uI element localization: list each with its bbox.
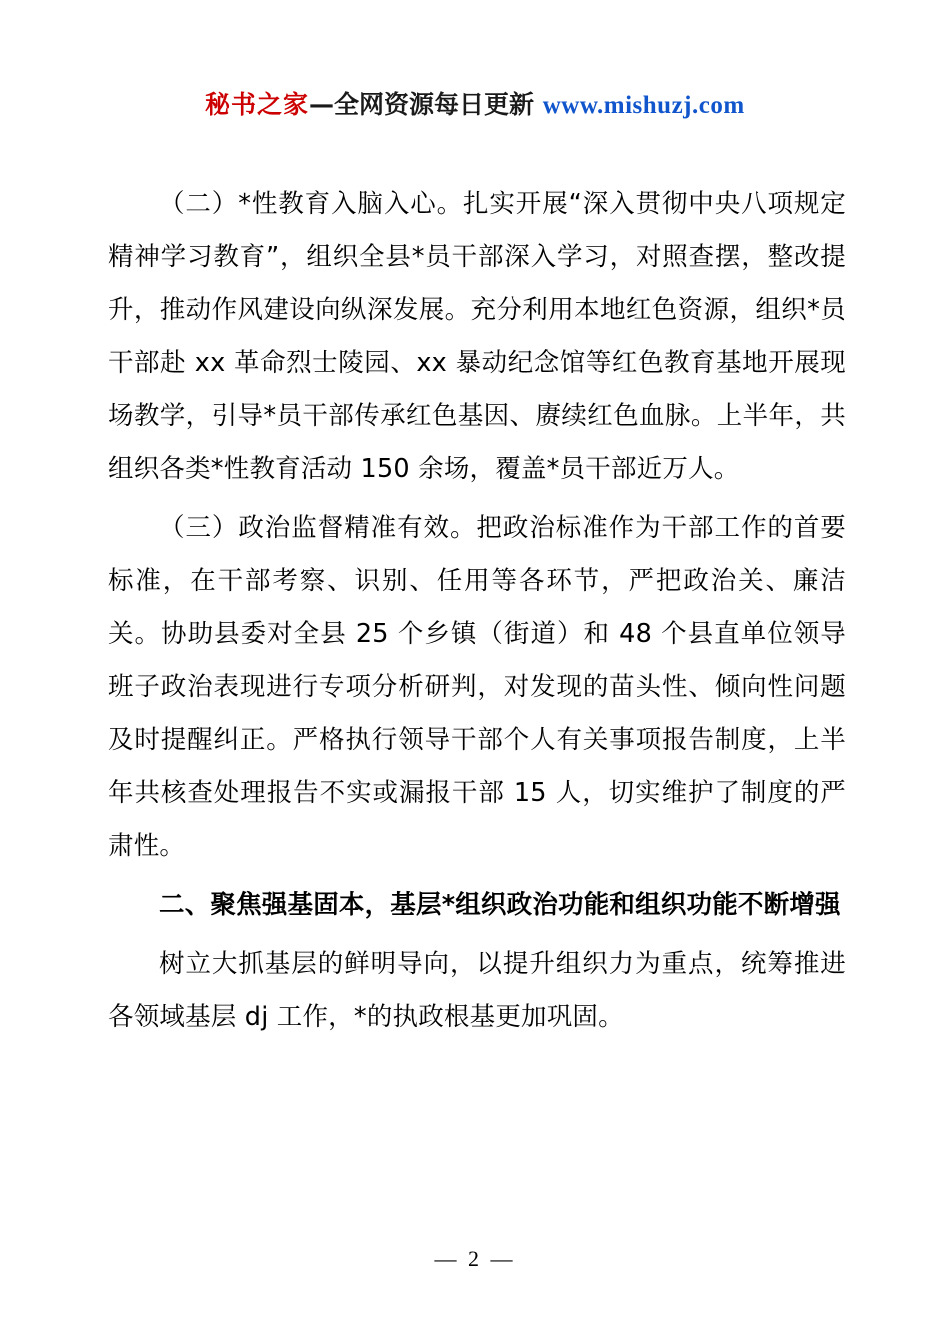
paragraph-three: （三）政治监督精准有效。把政治标准作为干部工作的首要标准，在干部考察、识别、任用等各环节，严把政治关、廉洁关。协助县委对全县 25 个乡镇（街道）和 48 个县直单位领导班子政治表现进行专项分析研判，对发现的苗头性、倾向性问题及时提醒纠正。严格执行领导干部个人有关事项报告制度，上半年共核查处理报告不实或漏报干部 15 人，切实维护了制度的严肃性。 bbox=[108, 513, 846, 861]
document-body bbox=[108, 178, 846, 1050]
section-heading-two: 二、聚焦强基固本，基层*组织政治功能和组织功能不断增强 bbox=[159, 890, 841, 920]
site-watermark-header bbox=[205, 88, 745, 123]
site-url-text[interactable]: www.mishuzj.com bbox=[542, 92, 745, 119]
paragraph-four: 树立大抓基层的鲜明导向，以提升组织力为重点，统筹推进各领域基层 dj 工作，*的执政根基更加巩固。 bbox=[108, 949, 846, 1032]
page-number-footer: — 2 — bbox=[434, 1246, 516, 1271]
site-brand-text: 秘书之家 bbox=[205, 90, 310, 119]
paragraph-two: （二）*性教育入脑入心。扎实开展“深入贯彻中央八项规定精神学习教育”，组织全县*员干部深入学习，对照查摆，整改提升，推动作风建设向纵深发展。充分利用本地红色资源，组织*员干部赴 xx 革命烈士陵园、xx 暴动纪念馆等红色教育基地开展现场教学，引导*员干部传承红色基因、赓续红色血脉。上半年，共组织各类*性教育活动 150 余场，覆盖*员干部近万人。 bbox=[108, 189, 846, 484]
site-tagline-text: —全网资源每日更新 bbox=[309, 90, 543, 119]
